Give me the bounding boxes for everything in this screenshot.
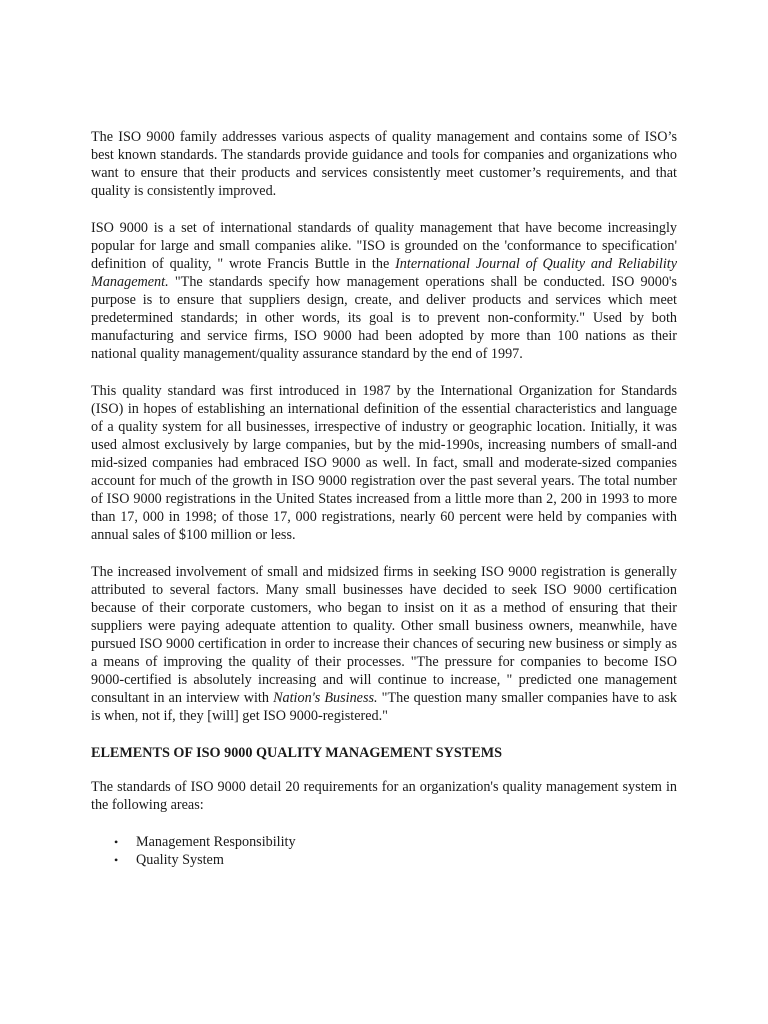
section-heading: ELEMENTS OF ISO 9000 QUALITY MANAGEMENT SYSTEMS (91, 745, 502, 761)
list-item-label: Management Responsibility (136, 834, 296, 850)
section-intro-paragraph: The standards of ISO 9000 detail 20 requirements for an organization's quality management system in the following areas: (91, 779, 677, 813)
list-item (114, 833, 677, 851)
paragraph-text: "The standards specify how management operations shall be conducted. ISO 9000's purpose is to ensure that suppliers design, create, and deliver products and services which meet predetermined standards; in other words, its goal is to prevent non-conformity." Used by both manufacturing and service firms, ISO 9000 had been adopted by more than 100 nations as their national quality management/quality assurance standard by the end of 1997. (91, 274, 677, 362)
body-paragraphs (91, 128, 677, 725)
paragraph-text: The increased involvement of small and midsized firms in seeking ISO 9000 registration is generally attributed to several factors. Many small businesses have decided to seek ISO 9000 certification because of their corporate customers, who began to insist on it as a method of ensuring that their suppliers were paying adequate attention to quality. Other small business owners, meanwhile, have pursued ISO 9000 certification in order to increase their chances of securing new business or simply as a means of improving the quality of their processes. "The pressure for companies to become ISO 9000-certified is absolutely increasing and will continue to increase, " predicted one management consultant in an interview with (91, 564, 677, 706)
body-paragraph (91, 219, 677, 363)
list-item-label: Quality System (136, 852, 224, 868)
italic-citation: International Journal of Quality and Reliability Management. (91, 256, 678, 290)
body-paragraph (91, 128, 677, 200)
bullet-icon: • (114, 835, 119, 849)
paragraph-text: "The question many smaller companies have to ask is when, not if, they [will] get ISO 9000-registered." (91, 690, 677, 724)
bullet-icon: • (114, 853, 119, 867)
paragraph-text: The ISO 9000 family addresses various aspects of quality management and contains some of ISO’s best known standards. The standards provide guidance and tools for companies and organizations who want to ensure that their products and services consistently meet customer’s requirements, and that quality is consistently improved. (91, 129, 677, 199)
body-paragraph (91, 382, 677, 544)
body-paragraph (91, 563, 677, 725)
requirements-list (91, 833, 677, 869)
paragraph-text: ISO 9000 is a set of international standards of quality management that have become increasingly popular for large and small companies alike. "ISO is grounded on the 'conformance to specification' definition of quality, " wrote Francis Buttle in the (91, 220, 677, 272)
document-page (91, 128, 677, 869)
paragraph-text: This quality standard was first introduced in 1987 by the International Organization for Standards (ISO) in hopes of establishing an international definition of the essential characteristics and language of a quality system for all businesses, irrespective of industry or geographic location. Initially, it was used almost exclusively by large companies, but by the mid-1990s, increasing numbers of small-and mid-sized companies had embraced ISO 9000 as well. In fact, small and moderate-sized companies account for much of the growth in ISO 9000 registration over the past several years. The total number of ISO 9000 registrations in the United States increased from a little more than 2, 200 in 1993 to more than 17, 000 in 1998; of those 17, 000 registrations, nearly 60 percent were held by companies with annual sales of $100 million or less. (91, 383, 677, 543)
italic-citation: Nation's Business. (273, 690, 378, 706)
list-item (114, 851, 677, 869)
